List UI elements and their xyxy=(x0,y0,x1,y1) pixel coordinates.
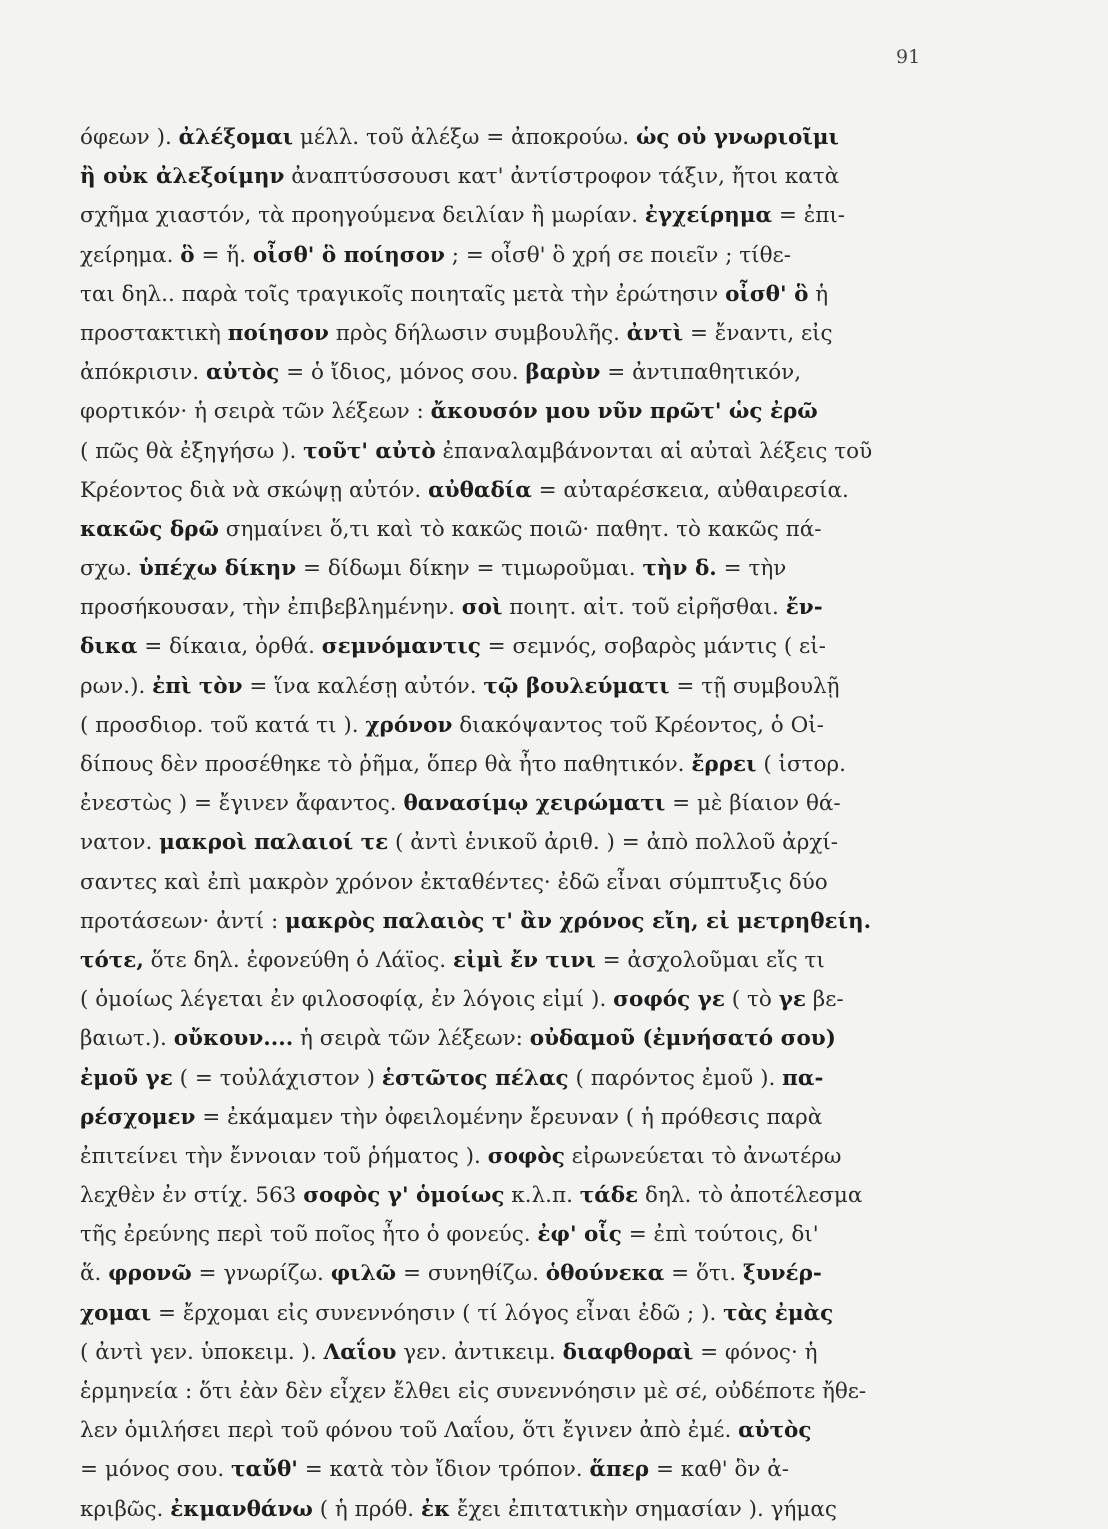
text-run: τῆς ἐρεύνης περὶ τοῦ ποῖος ἦτο ὁ φονεύς. xyxy=(80,1222,538,1248)
text-run: = κατὰ τὸν ἴδιον τρόπον. xyxy=(297,1457,590,1483)
text-run: = ὁ ἴδιος, μόνος σου. xyxy=(279,360,526,386)
text-run: όφεων ). xyxy=(80,125,179,150)
text-line xyxy=(80,1137,1000,1176)
headword: ποίησον xyxy=(227,320,329,346)
text-run: ἅ. xyxy=(80,1261,109,1287)
text-run: = δίκαια, ὀρθά. xyxy=(137,634,322,660)
text-run: = ἐπὶ τούτοις, δι' xyxy=(621,1222,819,1248)
text-run: = μόνος σου. xyxy=(80,1457,232,1483)
text-run: προστακτικὴ xyxy=(80,320,228,346)
headword: ἅπερ xyxy=(589,1457,650,1483)
headword: ἑστῶτος πέλας xyxy=(381,1065,569,1091)
text-run: = ἔρχομαι εἰς συνεννόησιν ( τί λόγος εἶναι ἐδῶ ; ). xyxy=(151,1300,724,1326)
text-line xyxy=(80,941,1000,980)
text-run: ἀπόκρισιν. xyxy=(80,360,206,386)
headword: τὰς ἐμὰς xyxy=(723,1300,834,1326)
headword: τῷ βουλεύματι xyxy=(483,673,670,699)
text-line xyxy=(80,1059,1000,1098)
headword: ἐμοῦ γε xyxy=(80,1065,173,1091)
text-run: προτάσεων· ἀντί : xyxy=(80,908,286,934)
text-run: = ἐπι- xyxy=(772,203,846,229)
headword: οὔκουν.... xyxy=(173,1026,294,1052)
text-run: γεν. ἀντικειμ. xyxy=(396,1339,563,1365)
text-line xyxy=(80,510,1000,549)
text-run: ἀναπτύσσουσι κατ' ἀντίστροφον τάξιν, ἤτοι κατὰ xyxy=(284,164,840,190)
text-run: = τὴν xyxy=(716,556,787,582)
text-run: ἐπαναλαμβάνονται αἱ αὐταὶ λέξεις τοῦ xyxy=(435,438,873,464)
text-run: ἔχει ἐπιτατικὴν σημασίαν ). γήμας xyxy=(450,1496,837,1522)
headword: ὡς οὐ γνωριοῖμι xyxy=(635,125,839,150)
text-line xyxy=(80,432,1000,471)
text-line xyxy=(80,1215,1000,1254)
text-run: = ἵνα καλέσῃ αὐτόν. xyxy=(242,673,484,699)
text-line xyxy=(80,980,1000,1019)
headword: ἐκ xyxy=(420,1496,451,1522)
headword: ὁθούνεκα xyxy=(545,1261,665,1287)
text-line xyxy=(80,549,1000,588)
headword: δικα xyxy=(80,634,138,660)
text-run: ἡ xyxy=(808,281,829,307)
text-line xyxy=(80,588,1000,627)
headword: ἔρρει xyxy=(691,752,757,777)
headword: τοῦτ' αὐτὸ xyxy=(303,438,436,464)
headword: μακρὸς παλαιὸς τ' ἂν χρόνος εἴη, εἰ μετρηθείη. xyxy=(285,908,872,934)
text-run: διακόψαντος τοῦ Κρέοντος, ὁ Οἰ- xyxy=(452,712,824,738)
text-line xyxy=(80,471,1000,510)
text-run: = μὲ βίαιον θά- xyxy=(665,791,841,817)
headword: πα- xyxy=(782,1065,824,1091)
body-text xyxy=(80,118,1000,1529)
text-line xyxy=(80,706,1000,745)
text-run: = αὐταρέσκεια, αὐθαιρεσία. xyxy=(531,477,849,503)
text-run: λεν ὁμιλήσει περὶ τοῦ φόνου τοῦ Λαΐου, ὅτι ἔγινεν ἀπὸ ἐμέ. xyxy=(80,1418,739,1444)
text-run: σαντες καὶ ἐπὶ μακρὸν χρόνον ἐκταθέντες· ἐδῶ εἶναι σύμπτυξις δύο xyxy=(80,869,828,895)
headword: χομαι xyxy=(80,1300,152,1326)
text-line xyxy=(80,1294,1000,1333)
headword: κακῶς δρῶ xyxy=(80,516,219,542)
headword: ἐφ' οἷς xyxy=(537,1222,622,1248)
text-line xyxy=(80,784,1000,823)
text-run: = συνηθίζω. xyxy=(396,1261,546,1287)
text-run: ( πῶς θὰ ἐξηγήσω ). xyxy=(80,438,304,464)
headword: αὐτὸς xyxy=(205,360,280,386)
text-line xyxy=(80,314,1000,353)
text-run: ( παρόντος ἐμοῦ ). xyxy=(568,1065,783,1091)
text-run: ( ἡ πρόθ. xyxy=(312,1496,421,1522)
headword: μακροὶ παλαιοί τε xyxy=(159,830,389,856)
headword: εἰμὶ ἔν τινι xyxy=(452,947,596,973)
text-run: φορτικόν· ἡ σειρὰ τῶν λέξεων : xyxy=(80,399,431,425)
text-run: ὅτε δηλ. ἐφονεύθη ὁ Λάϊος. xyxy=(143,947,453,973)
text-line xyxy=(80,392,1000,431)
text-run: ( ἱστορ. xyxy=(756,752,846,777)
text-run: ( τὸ xyxy=(724,987,779,1013)
headword: Λαΐου xyxy=(323,1339,397,1365)
text-line xyxy=(80,1098,1000,1137)
text-line xyxy=(80,863,1000,902)
text-run: κ.λ.π. xyxy=(504,1183,580,1209)
headword: βαρὺν xyxy=(525,360,601,386)
headword: ξυνέρ- xyxy=(742,1261,822,1287)
text-run: ; = οἶσθ' ὃ χρή σε ποιεῖν ; τίθε- xyxy=(444,242,791,268)
page-number: 91 xyxy=(896,46,921,68)
text-line xyxy=(80,1450,1000,1489)
text-run: μέλλ. τοῦ ἀλέξω = ἀποκρούω. xyxy=(293,125,636,150)
text-run: εἰρωνεύεται τὸ ἀνωτέρω xyxy=(564,1143,842,1169)
text-run: λεχθὲν ἐν στίχ. 563 xyxy=(80,1183,304,1209)
text-line xyxy=(80,1490,1000,1529)
text-run: = τῇ συμβουλῇ xyxy=(669,673,840,699)
text-run: = σεμνός, σοβαρὸς μάντις ( εἰ- xyxy=(480,634,826,660)
text-line xyxy=(80,667,1000,706)
headword: ἔν- xyxy=(785,595,823,621)
headword: οἶσθ' ὃ xyxy=(725,281,809,307)
text-run: = γνωρίζω. xyxy=(191,1261,331,1287)
text-run: σχω. xyxy=(80,556,139,582)
text-run: νατον. xyxy=(80,830,160,856)
text-run: ἐνεστὼς ) = ἔγινεν ἄφαντος. xyxy=(80,791,404,817)
text-line xyxy=(80,1019,1000,1058)
text-run: σημαίνει ὅ,τι καὶ τὸ κακῶς ποιῶ· παθητ. τὸ κακῶς πά- xyxy=(218,516,822,542)
headword: οἶσθ' ὃ ποίησον xyxy=(252,242,445,268)
text-run: = ἔναντι, εἰς xyxy=(683,320,833,346)
text-run: κριβῶς. xyxy=(80,1496,171,1522)
text-run: σχῆμα χιαστόν, τὰ προηγούμενα δειλίαν ἢ μωρίαν. xyxy=(80,203,645,229)
text-line xyxy=(80,1254,1000,1293)
headword: τάδε xyxy=(579,1183,639,1209)
headword: φιλῶ xyxy=(330,1261,397,1287)
headword: διαφθοραὶ xyxy=(562,1339,694,1365)
text-line xyxy=(80,823,1000,862)
headword: θανασίμῳ χειρώματι xyxy=(403,791,666,817)
text-line xyxy=(80,1333,1000,1372)
headword: σεμνόμαντις xyxy=(321,634,481,660)
text-run: ἐπιτείνει τὴν ἔννοιαν τοῦ ῥήματος ). xyxy=(80,1143,488,1169)
text-line xyxy=(80,353,1000,392)
text-run: Κρέοντος διὰ νὰ σκώψῃ αὐτόν. xyxy=(80,477,429,503)
text-run: = ἀντιπαθητικόν, xyxy=(600,360,802,386)
headword: ἐκμανθάνω xyxy=(170,1496,313,1522)
text-line xyxy=(80,275,1000,314)
text-run: βε- xyxy=(805,987,844,1013)
headword: σοὶ xyxy=(461,595,503,621)
headword: σοφὸς γ' ὁμοίως xyxy=(303,1183,505,1209)
text-run: ( = τοὐλάχιστον ) xyxy=(172,1065,382,1091)
text-run: προσήκουσαν, τὴν ἐπιβεβλημένην. xyxy=(80,595,462,621)
headword: ταὔθ' xyxy=(231,1457,298,1483)
text-line xyxy=(80,1176,1000,1215)
text-run: = ἀσχολοῦμαι εἴς τι xyxy=(595,947,825,973)
text-run: ἑρμηνεία : ὅτι ἐὰν δὲν εἶχεν ἔλθει εἰς συνεννόησιν μὲ σέ, οὐδέποτε ἤθε- xyxy=(80,1379,867,1404)
text-run: ρων.). xyxy=(80,673,153,699)
text-run: = δίδωμι δίκην = τιμωροῦμαι. xyxy=(296,556,643,582)
text-run: βαιωτ.). xyxy=(80,1026,174,1052)
text-line xyxy=(80,745,1000,784)
headword: τότε, xyxy=(80,947,144,973)
headword: σοφός γε xyxy=(613,987,725,1013)
text-run: = ἐκάμαμεν τὴν ὀφειλομένην ἔρευναν ( ἡ πρόθεσις παρὰ xyxy=(195,1104,823,1130)
text-line xyxy=(80,236,1000,275)
text-run: = ἥ. xyxy=(194,242,253,268)
headword: γε xyxy=(778,987,806,1013)
text-run: ται δηλ.. παρὰ τοῖς τραγικοῖς ποιηταῖς μετὰ τὴν ἐρώτησιν xyxy=(80,281,726,307)
headword: τὴν δ. xyxy=(642,556,717,582)
headword: φρονῶ xyxy=(108,1261,192,1287)
text-run: ( προσδιορ. τοῦ κατά τι ). xyxy=(80,712,366,738)
headword: ὃ xyxy=(180,242,195,268)
text-run: ἡ σειρὰ τῶν λέξεων: xyxy=(293,1026,530,1052)
text-run: χείρημα. xyxy=(80,242,181,268)
headword: χρόνον xyxy=(365,712,453,738)
text-run: ( ἀντὶ ἑνικοῦ ἀριθ. ) = ἀπὸ πολλοῦ ἀρχί- xyxy=(388,830,839,856)
headword: ἐγχείρημα xyxy=(644,203,773,229)
text-line xyxy=(80,627,1000,666)
headword: σοφὸς xyxy=(487,1143,565,1169)
headword: αὐτὸς xyxy=(738,1418,812,1444)
headword: αὐθαδία xyxy=(428,477,532,503)
headword: ἀλέξομαι xyxy=(178,125,294,150)
headword: ἐπὶ τὸν xyxy=(152,673,243,699)
headword: ἢ οὐκ ἀλεξοίμην xyxy=(80,164,285,190)
headword: ὑπέχω δίκην xyxy=(138,556,297,582)
text-line xyxy=(80,157,1000,196)
text-run: ποιητ. αἰτ. τοῦ εἰρῆσθαι. xyxy=(502,595,786,621)
text-run: πρὸς δήλωσιν συμβουλῆς. xyxy=(328,320,627,346)
text-line xyxy=(80,196,1000,235)
text-run: δηλ. τὸ ἀποτέλεσμα xyxy=(638,1183,863,1209)
text-run: ( ἀντὶ γεν. ὑποκειμ. ). xyxy=(80,1339,324,1365)
headword: ἄκουσόν μου νῦν πρῶτ' ὡς ἐρῶ xyxy=(430,399,818,425)
text-line xyxy=(80,902,1000,941)
text-line xyxy=(80,1411,1000,1450)
headword: ρέσχομεν xyxy=(80,1104,196,1130)
text-run: δίπους δὲν προσέθηκε τὸ ῥῆμα, ὅπερ θὰ ἦτο παθητικόν. xyxy=(80,752,692,777)
text-run: = ὅτι. xyxy=(664,1261,743,1287)
text-run: = καθ' ὃν ἀ- xyxy=(649,1457,790,1483)
headword: οὐδαμοῦ (ἐμνήσατό σου) xyxy=(529,1026,836,1052)
text-line xyxy=(80,1372,1000,1411)
text-run: ( ὁμοίως λέγεται ἐν φιλοσοφίᾳ, ἐν λόγοις εἰμί ). xyxy=(80,987,614,1013)
text-line xyxy=(80,118,1000,157)
text-run: = φόνος· ἡ xyxy=(693,1339,818,1365)
headword: ἀντὶ xyxy=(626,320,684,346)
